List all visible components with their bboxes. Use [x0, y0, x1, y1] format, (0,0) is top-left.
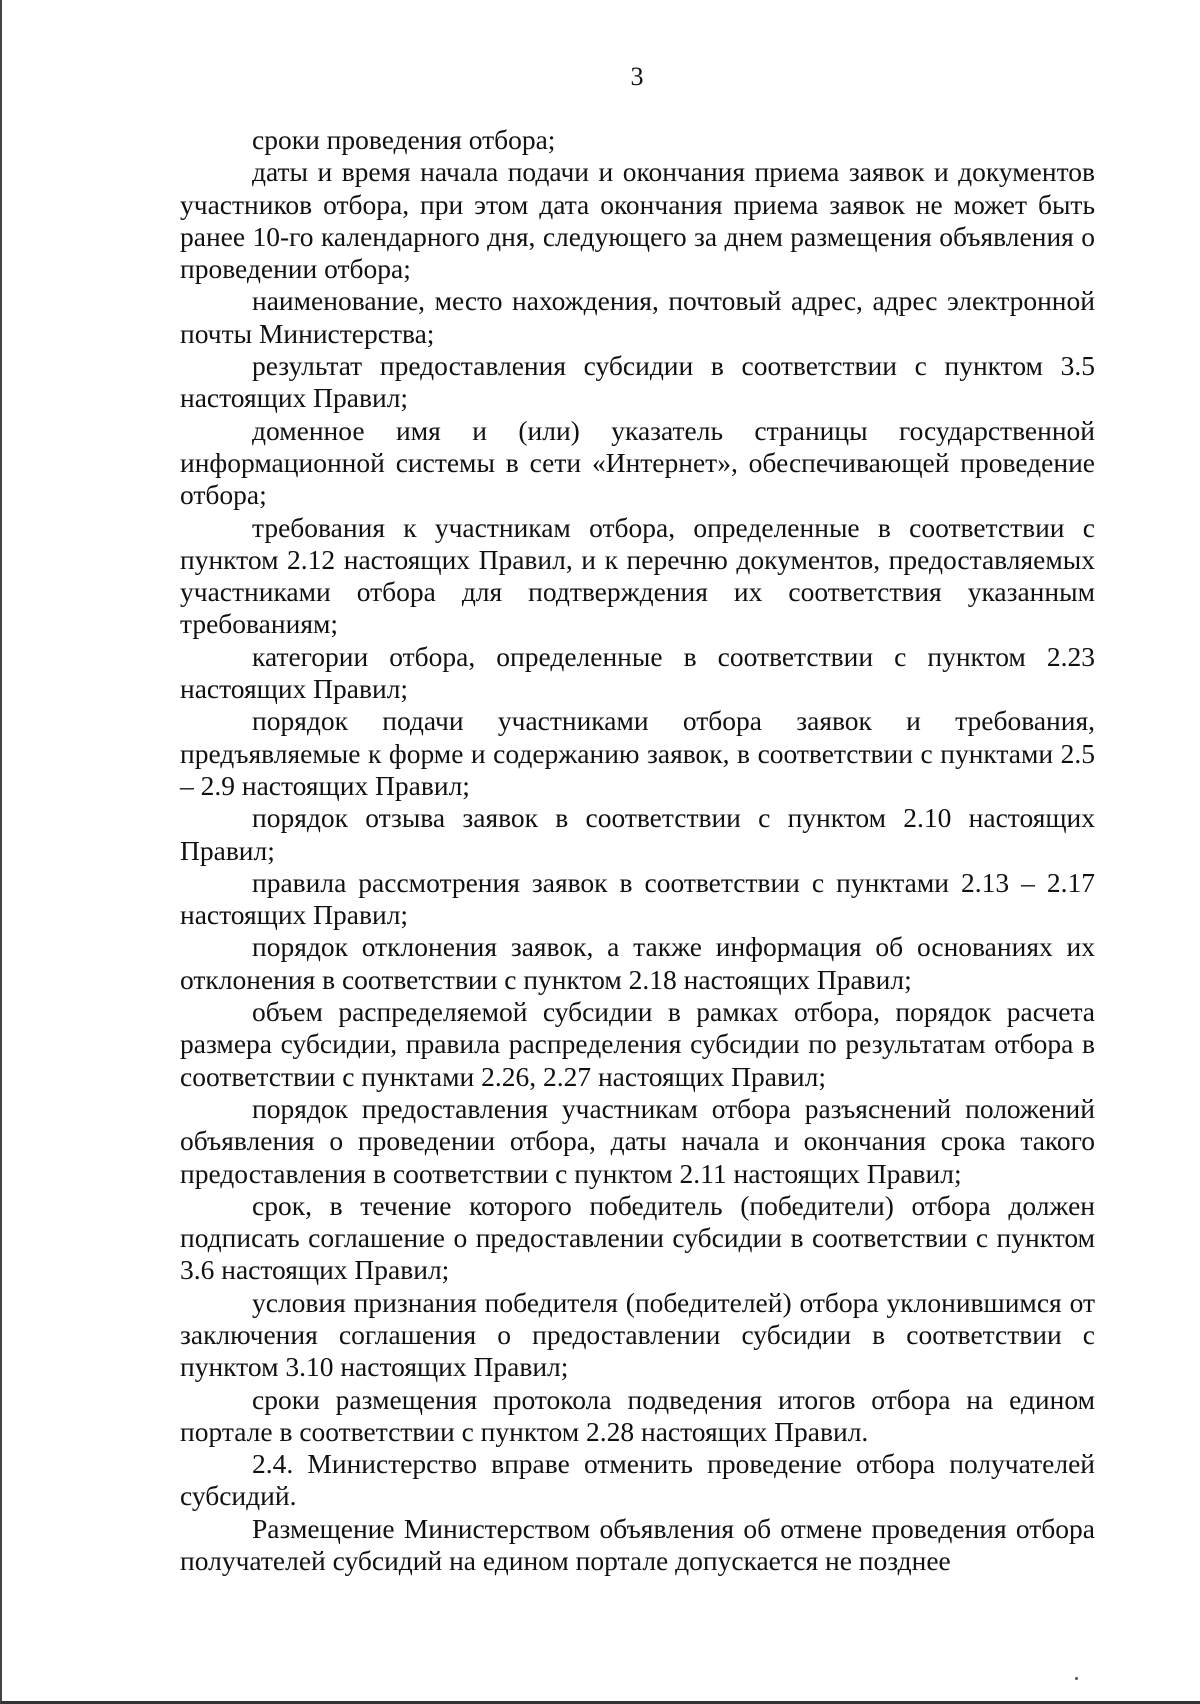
- paragraph: условия признания победителя (победителей) отбора уклонившимся от заключения соглашения о предоставлении субсидии в соответствии с пунктом 3.10 настоящих Правил;: [180, 1286, 1095, 1383]
- paragraph: порядок отзыва заявок в соответствии с пунктом 2.10 настоящих Правил;: [180, 802, 1095, 866]
- paragraph: сроки размещения протокола подведения итогов отбора на едином портале в соответствии с пунктом 2.28 настоящих Правил.: [180, 1383, 1095, 1447]
- document-body: [180, 124, 1095, 1577]
- paragraph: объем распределяемой субсидии в рамках отбора, порядок расчета размера субсидии, правила распределения субсидии по результатам отбора в соответствии с пунктами 2.26, 2.27 настоящих Правил;: [180, 996, 1095, 1092]
- paragraph: категории отбора, определенные в соответствии с пунктом 2.23 настоящих Правил;: [180, 640, 1095, 705]
- paragraph: доменное имя и (или) указатель страницы государственной информационной системы в сети «Интернет», обеспечивающей проведение отбора;: [180, 414, 1095, 511]
- paragraph: правила рассмотрения заявок в соответствии с пунктами 2.13 – 2.17 настоящих Правил;: [180, 866, 1095, 931]
- paragraph: 2.4. Министерство вправе отменить проведение отбора получателей субсидий.: [180, 1448, 1095, 1512]
- paragraph: результат предоставления субсидии в соответствии с пунктом 3.5 настоящих Правил;: [180, 350, 1095, 414]
- page-number: 3: [630, 62, 644, 91]
- paragraph: сроки проведения отбора;: [252, 124, 556, 155]
- paragraph: наименование, место нахождения, почтовый адрес, адрес электронной почты Министерства;: [180, 285, 1095, 349]
- paragraph: порядок отклонения заявок, а также информация об основаниях их отклонения в соответствии с пунктом 2.18 настоящих Правил;: [180, 931, 1095, 995]
- paragraph: требования к участникам отбора, определенные в соответствии с пунктом 2.12 настоящих Правил, и к перечню документов, предоставляемых участниками отбора для подтверждения их соответствия указанным требованиям;: [180, 511, 1095, 640]
- paragraph: Размещение Министерством объявления об отмене проведения отбора получателей субсидий на едином портале допускается не позднее: [180, 1512, 1095, 1577]
- paragraph: даты и время начала подачи и окончания приема заявок и документов участников отбора, при этом дата окончания приема заявок не может быть ранее 10-го календарного дня, следующего за днем размещения объявления о проведении отбора;: [180, 156, 1095, 285]
- paragraph: срок, в течение которого победитель (победители) отбора должен подписать соглашение о предоставлении субсидии в соответствии с пунктом 3.6 настоящих Правил;: [180, 1189, 1095, 1286]
- paragraph: порядок подачи участниками отбора заявок и требования, предъявляемые к форме и содержанию заявок, в соответствии с пунктами 2.5 – 2.9 настоящих Правил;: [180, 705, 1095, 801]
- paragraph: порядок предоставления участникам отбора разъяснений положений объявления о проведении отбора, даты начала и окончания срока такого предоставления в соответствии с пунктом 2.11 настоящих Правил;: [180, 1092, 1095, 1189]
- scan-speck: [1075, 1677, 1078, 1680]
